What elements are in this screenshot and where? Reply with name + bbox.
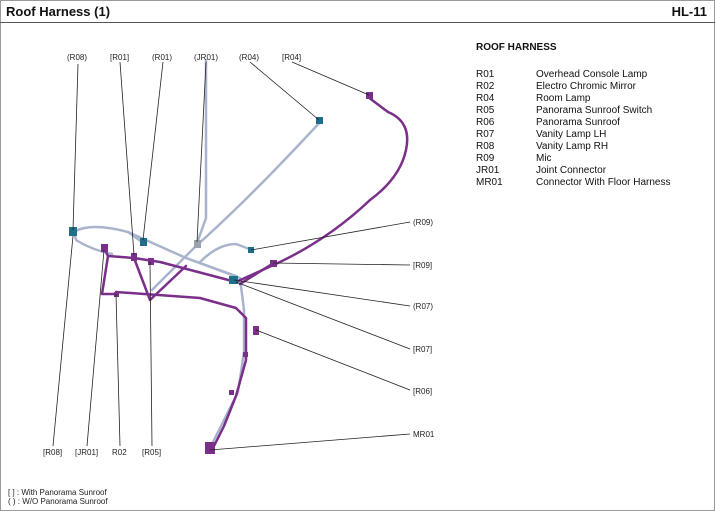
legend-code: R02 (476, 81, 495, 92)
connector-jr01 (194, 240, 201, 248)
connector-mr01 (205, 442, 215, 454)
legend-name: Mic (536, 153, 552, 164)
legend-row (476, 117, 671, 129)
legend-title: ROOF HARNESS (476, 42, 557, 53)
legend-row (476, 141, 671, 153)
page-code: HL-11 (671, 4, 707, 19)
callout-mr01: MR01 (413, 430, 435, 439)
legend-name: Room Lamp (536, 93, 591, 104)
callout-jr01: (JR01) (194, 53, 219, 62)
legend-row (476, 93, 671, 105)
legend-code: R08 (476, 141, 495, 152)
bracket-notes (8, 488, 108, 506)
clip-2 (229, 390, 234, 395)
callout-r07-bracket: [R07] (413, 345, 433, 354)
legend-row (476, 105, 671, 117)
connector-r08-bottom (101, 244, 108, 252)
legend-code: R09 (476, 153, 495, 164)
legend-name: Vanity Lamp RH (536, 141, 609, 152)
legend-row (476, 153, 671, 165)
legend-code: R01 (476, 69, 495, 80)
callout-r09-bracket: [R09] (413, 261, 433, 270)
callout-r04-bracket: [R04] (282, 53, 302, 62)
callout-r09-paren: (R09) (413, 218, 434, 227)
legend-code: R05 (476, 105, 495, 116)
connector-legend (476, 69, 671, 189)
callout-jr01-bottom: [JR01] (75, 448, 99, 457)
legend-code: MR01 (476, 177, 503, 188)
callout-r01-paren: (R01) (152, 53, 173, 62)
note-with-sunroof: [ ] : With Panorama Sunroof (8, 488, 107, 497)
legend-code: R06 (476, 117, 495, 128)
legend-row (476, 69, 671, 81)
callout-r01-bracket: [R01] (110, 53, 130, 62)
harness-purple-route (102, 94, 407, 450)
callout-r06: [R06] (413, 387, 433, 396)
callout-r08-top: (R08) (67, 53, 88, 62)
harness-gray-route (74, 60, 322, 448)
connector-r05 (148, 258, 154, 265)
legend-name: Vanity Lamp LH (536, 129, 607, 140)
legend-name: Electro Chromic Mirror (536, 81, 637, 92)
legend-code: R04 (476, 93, 495, 104)
clip-1 (243, 352, 248, 357)
legend-row (476, 129, 671, 141)
connector-r09-purple (270, 260, 277, 267)
callout-r07-paren: (R07) (413, 302, 434, 311)
callout-r04-paren: (R04) (239, 53, 260, 62)
legend-name: Connector With Floor Harness (536, 177, 671, 188)
clip-3 (114, 292, 119, 297)
legend-row (476, 81, 671, 93)
legend-name: Overhead Console Lamp (536, 69, 648, 80)
legend-row (476, 177, 671, 189)
legend-code: JR01 (476, 165, 500, 176)
legend-name: Panorama Sunroof Switch (536, 105, 653, 116)
connector-r04-room (366, 92, 373, 99)
note-without-sunroof: ( ) : W/O Panorama Sunroof (8, 497, 108, 506)
connector-r01 (140, 238, 147, 246)
legend-name: Joint Connector (536, 165, 607, 176)
callout-r05: [R05] (142, 448, 162, 457)
callout-r08-bottom: [R08] (43, 448, 63, 457)
legend-name: Panorama Sunroof (536, 117, 620, 128)
callout-r02: R02 (112, 448, 127, 457)
legend-row (476, 165, 671, 177)
connectors (69, 92, 373, 454)
legend-code: R07 (476, 129, 495, 140)
page-title: Roof Harness (1) (6, 4, 111, 19)
